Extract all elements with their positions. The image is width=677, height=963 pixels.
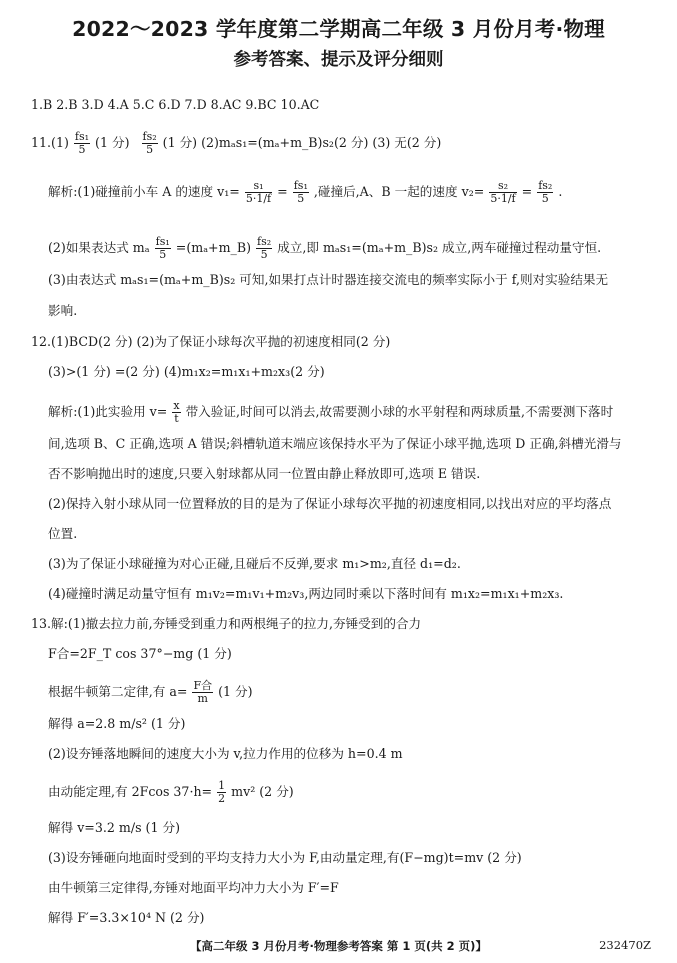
q13-work-energy: 由动能定理,有 2Fcos 37·h= $\frac{1}{2}$ mv² (2 分) xyxy=(48,779,294,805)
q12-explanation-4: (4)碰撞时满足动量守恒有 m₁v₂=m₁v₁+m₂v₃,两边同时乘以下落时间有 m₁x₂=m₁x₁+m₂x₃. xyxy=(48,586,564,601)
q12-answers-1: 12.(1)BCD(2 分) (2)为了保证小球每次平抛的初速度相同(2 分) xyxy=(31,334,391,349)
q12-explanation-1-cont: 间,选项 B、C 正确,选项 A 错误;斜槽轨道末端应该保持水平为了保证小球平抛,选项 D 正确,斜槽光滑与 xyxy=(48,436,622,451)
answers-1-10: 1.B 2.B 3.D 4.A 5.C 6.D 7.D 8.AC 9.BC 10.AC xyxy=(31,97,320,112)
q11-explanation-2: (2)如果表达式 mₐ $\frac{\text{fs₁}}{5}$ =(mₐ+m_B) $\frac{\text{fs₂}}{5}$ 成立,即 mₐs₁=(mₐ+m_B)s₂ 成立,两车碰撞过程动量守恒. xyxy=(48,235,602,261)
fraction: $\frac{1}{2}$ xyxy=(218,779,226,805)
q13-net-force: F合=2F_T cos 37°−mg (1 分) xyxy=(48,646,232,661)
q11-answers: 11.(1) $\frac{\text{fs₁}}{5}$ (1 分) $\frac{\text{fs₂}}{5}$ (1 分) (2)mₐs₁=(mₐ+m_B)s₂(2 分) (3) 无(2 分) xyxy=(31,130,442,156)
fraction: $\frac{\text{fs₂}}{5}$ xyxy=(257,235,272,261)
fraction: $\frac{\text{F合}}{m}$ xyxy=(193,679,213,705)
q12-explanation-2: (2)保持入射小球从同一位置释放的目的是为了保证小球每次平抛的初速度相同,以找出对应的平均落点 xyxy=(48,496,612,511)
fraction: $\frac{\text{fs₁}}{5}$ xyxy=(155,235,170,261)
fraction: $\frac{\text{s₂}}{5\cdot 1/f}$ xyxy=(490,179,516,205)
q12-explanation-1: 解析:(1)此实验用 v= $\frac{x}{t}$ 带入验证,时间可以消去,故需要测小球的水平射程和两球质量,不需要测下落时 xyxy=(48,399,614,425)
q11-explanation-1: 解析:(1)碰撞前小车 A 的速度 v₁= $\frac{\text{s₁}}{5\cdot 1/f}$ = $\frac{\text{fs₁}}{5}$ ,碰撞后,A、B 一起的速度 v₂= $\frac{\text{s₂}}{5\cdot 1/f}$ = $\frac{\text{fs₂}}{5}$ . xyxy=(48,179,563,205)
q12-answers-2: (3)>(1 分) =(2 分) (4)m₁x₂=m₁x₁+m₂x₃(2 分) xyxy=(48,364,325,379)
q12-explanation-3: (3)为了保证小球碰撞为对心正碰,且碰后不反弹,要求 m₁>m₂,直径 d₁=d₂. xyxy=(48,556,461,571)
q13-result: 解得 F′=3.3×10⁴ N (2 分) xyxy=(48,910,205,925)
page-title: 2022～2023 学年度第二学期高二年级 3 月份月考·物理 xyxy=(72,17,605,41)
q12-explanation-1-cont2: 否不影响抛出时的速度,只要入射球都从同一位置由静止释放即可,选项 E 错误. xyxy=(48,466,481,481)
document-code: 232470Z xyxy=(599,938,651,952)
q13-velocity: 解得 v=3.2 m/s (1 分) xyxy=(48,820,180,835)
fraction: $\frac{\text{fs₁}}{5}$ xyxy=(293,179,308,205)
q13-third-law: 由牛顿第三定律得,夯锤对地面平均冲力大小为 F′=F xyxy=(48,880,339,895)
page-subtitle: 参考答案、提示及评分细则 xyxy=(233,50,444,70)
q12-explanation-2-cont: 位置. xyxy=(48,526,78,541)
page-footer: 【高二年级 3 月份月考·物理参考答案 第 1 页(共 2 页)】 xyxy=(190,939,487,953)
q13-newton-second-law: 根据牛顿第二定律,有 a= $\frac{\text{F合}}{m}$ (1 分) xyxy=(48,679,253,705)
fraction: $\frac{\text{s₁}}{5\cdot 1/f}$ xyxy=(245,179,272,205)
fraction: $\frac{\text{fs₂}}{5}$ xyxy=(538,179,553,205)
fraction: $\frac{\text{fs₁}}{5}$ xyxy=(74,130,90,156)
q13-part-2: (2)设夯锤落地瞬间的速度大小为 v,拉力作用的位移为 h=0.4 m xyxy=(48,746,403,761)
q13-part-1: 13.解:(1)撤去拉力前,夯锤受到重力和两根绳子的拉力,夯锤受到的合力 xyxy=(31,616,422,631)
fraction: $\frac{x}{t}$ xyxy=(173,399,180,425)
q11-explanation-3-cont: 影响. xyxy=(48,303,78,318)
fraction: $\frac{\text{fs₂}}{5}$ xyxy=(142,130,157,156)
q13-part-3: (3)设夯锤砸向地面时受到的平均支持力大小为 F,由动量定理,有(F−mg)t=mv (2 分) xyxy=(48,850,522,865)
q13-acceleration: 解得 a=2.8 m/s² (1 分) xyxy=(48,716,186,731)
q11-explanation-3: (3)由表达式 mₐs₁=(mₐ+m_B)s₂ 可知,如果打点计时器连接交流电的频率实际小于 f,则对实验结果无 xyxy=(48,272,609,287)
